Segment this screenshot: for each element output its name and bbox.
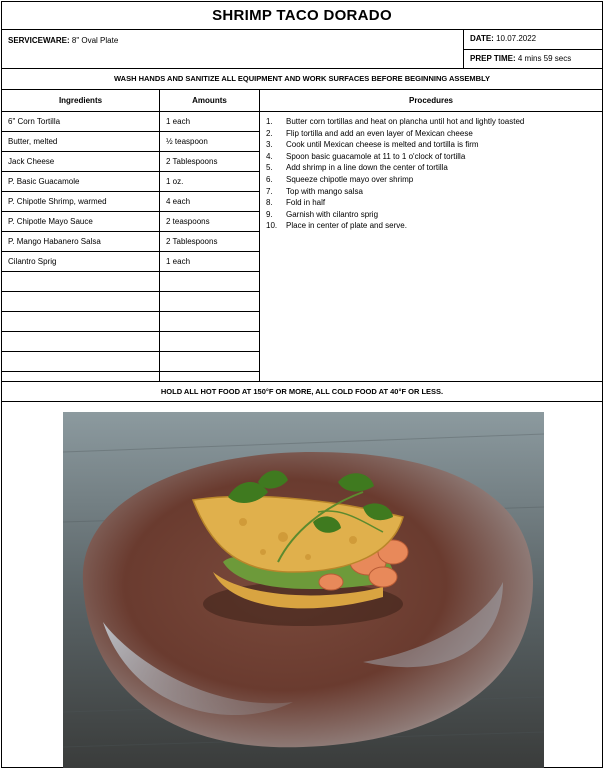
ingredient-row: Jack Cheese	[2, 152, 159, 172]
serviceware-value: 8" Oval Plate	[71, 36, 119, 45]
procedure-step-text: Add shrimp in a line down the center of tortilla	[286, 163, 448, 173]
ingredient-row	[2, 352, 159, 372]
amount-row	[160, 332, 259, 352]
procedure-step-number: 2.	[266, 128, 273, 138]
ingredient-row: P. Chipotle Mayo Sauce	[2, 212, 159, 232]
dish-photo	[63, 412, 544, 768]
hold-temperature-banner: HOLD ALL HOT FOOD AT 150°F OR MORE, ALL COLD FOOD AT 40°F OR LESS.	[2, 382, 602, 402]
procedure-step-text: Place in center of plate and serve.	[286, 221, 407, 231]
procedure-step	[266, 186, 596, 198]
procedure-step-text: Squeeze chipotle mayo over shrimp	[286, 174, 414, 184]
meta-row	[2, 30, 602, 69]
procedure-step-text: Garnish with cilantro sprig	[286, 209, 379, 219]
amount-row: 1 oz.	[160, 172, 259, 192]
procedure-step-number: 1.	[266, 117, 273, 126]
procedure-step-number: 9.	[266, 209, 273, 219]
procedure-step-text: Cook until Mexican cheese is melted and tortilla is firm	[286, 140, 479, 150]
dish-illustration	[63, 412, 544, 768]
amount-row	[160, 272, 259, 292]
procedure-step-text: Flip tortilla and add an even layer of Mexican cheese	[286, 128, 473, 138]
procedure-step	[266, 139, 596, 151]
amount-row: 1 each	[160, 112, 259, 132]
procedure-step-text: Top with mango salsa	[286, 186, 363, 196]
prep-time-value: 4 mins 59 secs	[517, 53, 572, 63]
date-value: 10.07.2022	[496, 34, 537, 43]
procedure-step	[266, 151, 596, 163]
recipe-grid	[2, 90, 602, 382]
ingredients-column	[2, 90, 160, 381]
ingredient-row: P. Basic Guacamole	[2, 172, 159, 192]
procedures-header: Procedures	[260, 90, 602, 112]
recipe-title: SHRIMP TACO DORADO	[2, 2, 602, 30]
procedure-step	[266, 174, 596, 186]
ingredient-row	[2, 372, 159, 391]
procedure-step	[266, 220, 596, 232]
procedure-step	[266, 162, 596, 174]
prep-time-cell	[464, 49, 602, 69]
procedures-list	[260, 112, 602, 232]
ingredient-row	[2, 332, 159, 352]
amounts-column	[160, 90, 260, 381]
amount-row: 4 each	[160, 192, 259, 212]
safety-banner: WASH HANDS AND SANITIZE ALL EQUIPMENT AND WORK SURFACES BEFORE BEGINNING ASSEMBLY	[2, 69, 602, 90]
photo-area	[2, 402, 602, 770]
prep-time-label: PREP TIME:	[470, 53, 516, 63]
amount-row: 2 Tablespoons	[160, 232, 259, 252]
procedure-step-text: Butter corn tortillas and heat on plancha until hot and lightly toasted	[286, 117, 525, 126]
procedure-step-number: 3.	[266, 140, 273, 150]
amount-row	[160, 292, 259, 312]
meta-right	[464, 30, 602, 68]
procedure-step-number: 5.	[266, 163, 273, 173]
date-cell	[464, 30, 602, 49]
amount-row: ½ teaspoon	[160, 132, 259, 152]
recipe-card	[1, 1, 603, 768]
amount-row: 2 teaspoons	[160, 212, 259, 232]
ingredient-row: P. Chipotle Shrimp, warmed	[2, 192, 159, 212]
ingredient-row	[2, 312, 159, 332]
amount-row	[160, 312, 259, 332]
amount-row	[160, 352, 259, 372]
procedure-step-number: 7.	[266, 186, 273, 196]
procedure-step	[266, 209, 596, 221]
date-label: DATE:	[470, 34, 494, 43]
amount-row: 2 Tablespoons	[160, 152, 259, 172]
serviceware-label: SERVICEWARE:	[8, 36, 70, 45]
amounts-header: Amounts	[160, 90, 259, 112]
procedure-step	[266, 128, 596, 140]
ingredients-header: Ingredients	[2, 90, 159, 112]
ingredient-row: P. Mango Habanero Salsa	[2, 232, 159, 252]
procedures-column	[260, 90, 602, 381]
serviceware-cell	[2, 30, 464, 68]
ingredient-row: Cilantro Sprig	[2, 252, 159, 272]
procedure-step-number: 8.	[266, 198, 273, 208]
procedure-step-number: 4.	[266, 151, 273, 161]
procedure-step	[266, 197, 596, 209]
procedure-step-number: 6.	[266, 174, 273, 184]
ingredient-row: Butter, melted	[2, 132, 159, 152]
procedure-step-text: Spoon basic guacamole at 11 to 1 o'clock of tortilla	[286, 151, 466, 161]
amount-row: 1 each	[160, 252, 259, 272]
ingredient-row	[2, 292, 159, 312]
procedure-step	[266, 116, 596, 128]
ingredient-row: 6" Corn Tortilla	[2, 112, 159, 132]
ingredient-row	[2, 272, 159, 292]
procedure-step-text: Fold in half	[286, 198, 326, 208]
procedure-step-number: 10.	[266, 221, 278, 231]
